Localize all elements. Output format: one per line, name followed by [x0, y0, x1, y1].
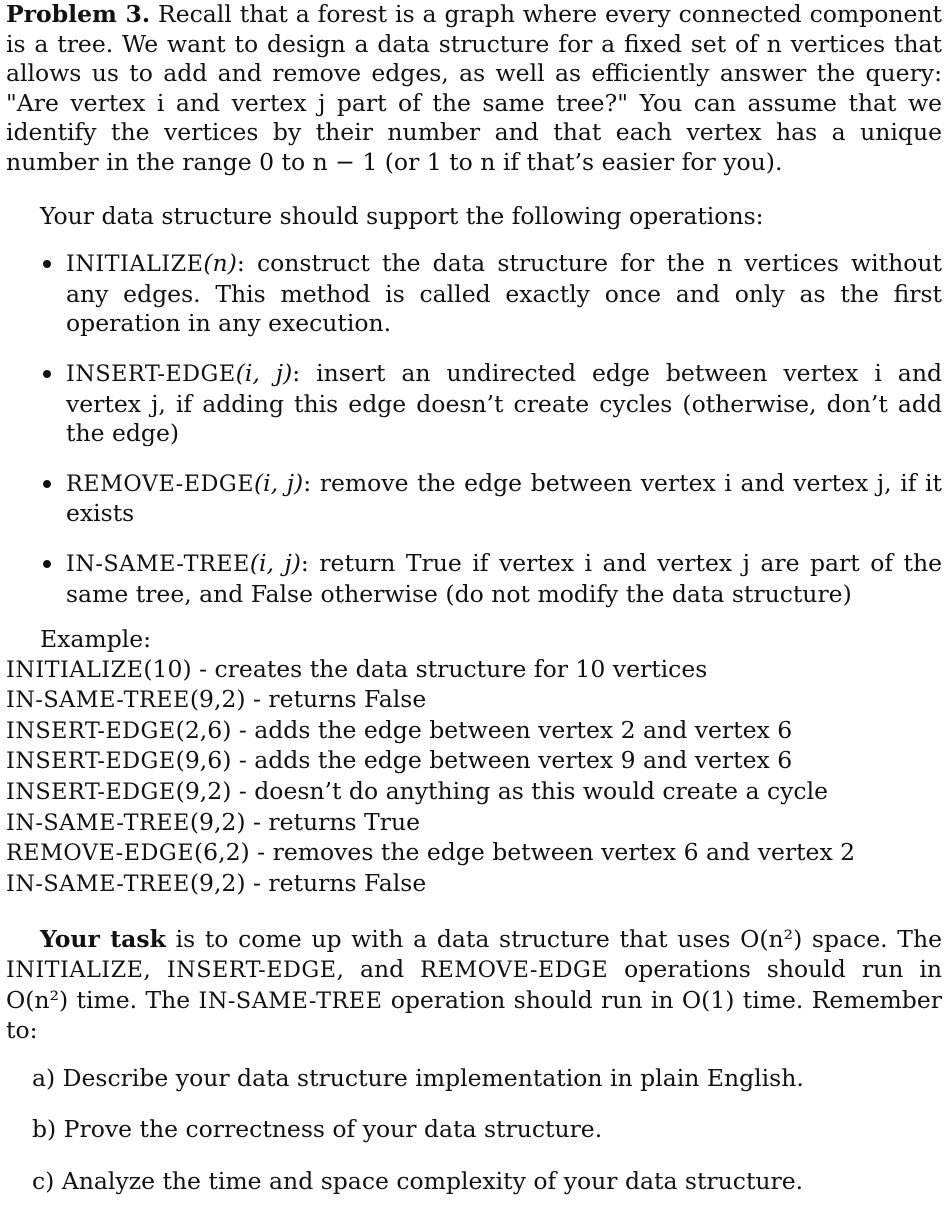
example-call: INSERT-EDGE [6, 779, 176, 806]
task-paragraph [6, 925, 942, 1045]
example-args: (9,6) [175, 746, 232, 775]
task-op-in-same-tree: IN-SAME-TREE [198, 987, 383, 1014]
task-op-initialize: INITIALIZE [6, 957, 144, 984]
operations-lead: Your data structure should support the following operations: [40, 201, 764, 230]
example-text: - adds the edge between vertex 9 and vertex 6 [231, 746, 793, 775]
operation-item [6, 249, 942, 339]
operation-item [6, 469, 942, 529]
example-text: - adds the edge between vertex 2 and vertex 6 [231, 715, 793, 744]
operation-name: REMOVE-EDGE [66, 470, 254, 497]
example-line [6, 716, 942, 747]
example-line [6, 655, 942, 686]
problem-intro-text: Recall that a forest is a graph where every connected component is a tree. We want to design a data structure for a fixed set of n vertices that allows us to add and remove edges, as well as efficiently answer the query: "Are vertex i and vertex j part of the same tree?" You can assume that we identify the vertices by their number and that each vertex has a unique number in the range 0 to n − 1 (or 1 to n if that’s easier for you). [6, 0, 942, 176]
example-text: - returns False [245, 868, 427, 897]
example-text: - returns False [245, 685, 427, 714]
example-line [6, 869, 942, 900]
example-call: REMOVE-EDGE [6, 840, 194, 867]
example-args: (2,6) [175, 715, 232, 744]
task-op-insert-edge: INSERT-EDGE [166, 957, 337, 984]
task-body-1: is to come up with a data structure that uses O(n²) space. The [165, 925, 942, 954]
task-step: a) Describe your data structure implementation in plain English. [32, 1063, 804, 1092]
example-call: IN-SAME-TREE [6, 687, 190, 714]
operation-desc: : return True if vertex i and vertex j are part of the same tree, and False otherwise (do not modify the data structure) [66, 548, 942, 608]
task-sep-2: , and [336, 955, 421, 984]
task-step: c) Analyze the time and space complexity of your data structure. [32, 1167, 804, 1195]
task-sep-1: , [143, 955, 167, 984]
operation-args: (i, j) [235, 358, 293, 387]
task-lead: Your task [40, 925, 166, 954]
operation-name: IN-SAME-TREE [66, 550, 250, 577]
problem-page [6, 0, 942, 1219]
example-args: (6,2) [193, 838, 250, 867]
task-body-3: operation should run in O(1) time. Remember to: [6, 985, 942, 1045]
example-text: - doesn’t do anything as this would create a cycle [231, 777, 828, 806]
example-line [6, 685, 942, 716]
example-text: - removes the edge between vertex 6 and vertex 2 [249, 838, 856, 867]
example-call: IN-SAME-TREE [6, 809, 190, 836]
task-op-remove-edge: REMOVE-EDGE [420, 957, 609, 984]
task-steps [6, 1064, 942, 1197]
problem-heading: Problem 3. [6, 0, 151, 28]
operation-desc: : insert an undirected edge between vertex i and vertex j, if adding this edge doesn’t create cycles (otherwise, don’t add the edge) [66, 358, 942, 448]
example-line [6, 838, 942, 869]
operation-item [6, 359, 942, 449]
example-call: IN-SAME-TREE [6, 870, 190, 897]
example-args: (10) [143, 654, 192, 683]
example-args: (9,2) [175, 777, 232, 806]
problem-intro [6, 0, 942, 178]
operation-name: INSERT-EDGE [66, 360, 236, 387]
example-line [6, 808, 942, 839]
example-label: Example: [40, 625, 152, 654]
example-text: - returns True [245, 807, 420, 836]
task-step: b) Prove the correctness of your data structure. [32, 1115, 603, 1144]
operation-args: (i, j) [253, 468, 304, 497]
example-lines [6, 655, 942, 900]
operation-desc: : construct the data structure for the n vertices without any edges. This method is called exactly once and only as the first operation in any execution. [66, 249, 942, 338]
example-call: INSERT-EDGE [6, 717, 176, 744]
operations-list [6, 249, 942, 609]
example-args: (9,2) [189, 868, 246, 897]
example-text: - creates the data structure for 10 vertices [191, 654, 708, 683]
operation-item [6, 549, 942, 609]
example-args: (9,2) [189, 685, 246, 714]
example-line [6, 777, 942, 808]
operation-name: INITIALIZE [66, 251, 204, 278]
example-line [6, 746, 942, 777]
example-call: INITIALIZE [6, 656, 144, 683]
operation-desc: : remove the edge between vertex i and vertex j, if it exists [66, 468, 942, 528]
example-call: INSERT-EDGE [6, 748, 176, 775]
operation-args: (i, j) [249, 548, 301, 577]
example-args: (9,2) [189, 807, 246, 836]
operation-args: (n) [203, 249, 237, 278]
task-body-2: operations should run in O(n²) time. The [6, 955, 942, 1014]
